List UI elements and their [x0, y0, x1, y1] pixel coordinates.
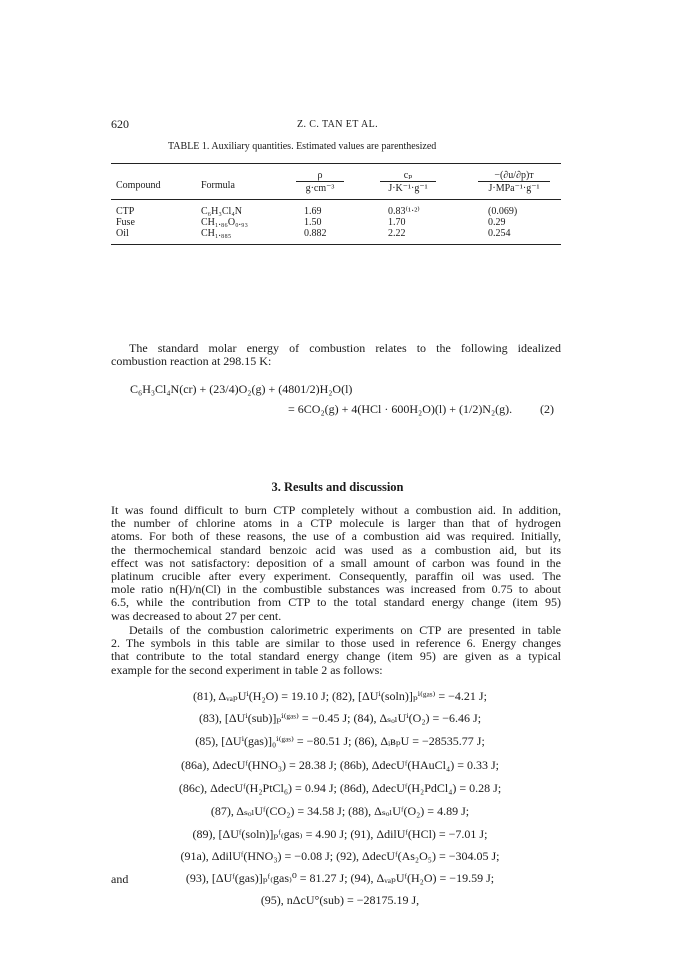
equation-row: (86a), ΔdecUᶠ(HNO₃) = 28.38 J; (86b), ΔdecUᶠ(HAuCl₄) = 0.33 J;: [181, 758, 499, 772]
reaction-line-2: = 6CO₂(g) + 4(HCl · 600H₂O)(l) + (1/2)N₂(g).: [288, 402, 513, 416]
cell-cp: 2.22: [388, 228, 406, 239]
cell-rho: 1.69: [304, 206, 322, 217]
section-title: 3. Results and discussion: [271, 480, 404, 494]
cell-formula: CH₁.₈₈₅: [201, 228, 232, 239]
header-du-symbol: −(∂u/∂p)ᴛ: [494, 170, 534, 181]
text-line: effect was not satisfactory: deposition of a small amount of carbon was found in the: [111, 555, 561, 570]
header-compound: Compound: [116, 180, 161, 191]
cell-du: (0.069): [488, 206, 518, 217]
header-rho-unit: g·cm⁻³: [296, 181, 344, 194]
cell-du: 0.29: [488, 217, 506, 228]
text-line: the number of chlorine atoms in a CTP molecule is larger than that of hydrogen: [111, 516, 561, 531]
equation-row: (85), [ΔUⁱ(gas)]₀ⁱ⁽ᵍᵃˢ⁾ = −80.51 J; (86), ΔᵢʙₚU = −28535.77 J;: [195, 734, 485, 748]
header-cp-symbol: cₚ: [403, 170, 413, 181]
text-line: combustion reaction at 298.15 K:: [111, 354, 272, 369]
text-line: It was found difficult to burn CTP completely without a combustion aid. In addition,: [111, 503, 561, 517]
table-caption: TABLE 1. Auxiliary quantities. Estimated values are parenthesized: [168, 141, 437, 152]
running-head: Z. C. TAN ET AL.: [296, 119, 379, 130]
header-rho: [296, 170, 344, 194]
cell-cp: 0.83⁽¹·²⁾: [388, 206, 420, 217]
reaction-line-1: C₆H₃Cl₄N(cr) + (23/4)O₂(g) + (4801/2)H₂O(l): [130, 382, 353, 396]
text-line: example for the second experiment in table 2 as follows:: [111, 662, 383, 677]
equation-row: (89), [ΔUᶠ(soln)]ₚᶠ₍gas₎ = 4.90 J; (91), ΔdilUᶠ(HCl) = −7.01 J;: [192, 827, 488, 841]
text-line: that contribute to the total standard energy change (item 95) are given as a typical: [111, 649, 561, 664]
text-line: platinum crucible after every experiment. Consequently, paraffin oil was used. The: [111, 569, 561, 584]
cell-formula: CH₁.₈₆O₀.₉₃: [201, 217, 249, 228]
equation-row: (93), [ΔUᶠ(gas)]ₚᶠ₍gas₎⁰ = 81.27 J; (94), ΔᵥₐₚUᶠ(H₂O) = −19.59 J;: [185, 871, 495, 885]
header-cp: [380, 170, 436, 194]
table-top-rule: [111, 163, 561, 164]
header-du: [478, 170, 550, 194]
text-line: was decreased to about 27 per cent.: [111, 608, 282, 623]
cell-du: 0.254: [488, 228, 511, 239]
header-du-unit: J·MPa⁻¹·g⁻¹: [478, 181, 550, 194]
header-cp-unit: J·K⁻¹·g⁻¹: [380, 181, 436, 194]
header-rho-symbol: ρ: [317, 170, 323, 181]
and-word: and: [111, 872, 129, 886]
cell-formula: C₆H₃Cl₄N: [201, 206, 243, 217]
equation-row: (86c), ΔdecUᶠ(H₂PtCl₆) = 0.94 J; (86d), ΔdecUᶠ(H₂PdCl₄) = 0.28 J;: [178, 781, 502, 795]
page-number: 620: [111, 117, 129, 131]
text-line: The standard molar energy of combustion relates to the following idealized: [129, 341, 561, 355]
intro-paragraph: [111, 342, 561, 368]
header-formula: Formula: [201, 180, 235, 191]
cell-rho: 0.882: [304, 228, 327, 239]
text-line: mole ratio n(H)/n(Cl) in the combustible substances was increased from 0.75 to about: [111, 582, 561, 597]
equation-row: (81), ΔᵥₐₚUⁱ(H₂O) = 19.10 J; (82), [ΔUⁱ(soln)]ₚⁱ⁽ᵍᵃˢ⁾ = −4.21 J;: [193, 689, 487, 703]
final-equation: (95), nΔcU°(sub) = −28175.19 J,: [260, 893, 420, 907]
results-paragraph-2: [111, 624, 561, 677]
text-line: 6.5, while the contribution from CTP to the total standard energy change (item 95): [111, 595, 561, 610]
equation-row: (83), [ΔUⁱ(sub)]ₚⁱ⁽ᵍᵃˢ⁾ = −0.45 J; (84), ΔₛₒₗUⁱ(O₂) = −6.46 J;: [198, 711, 482, 725]
cell-compound: CTP: [116, 206, 135, 217]
results-paragraph-1: [111, 504, 561, 623]
cell-compound: Fuse: [116, 217, 135, 228]
cell-compound: Oil: [116, 228, 129, 239]
table-header-rule: [111, 199, 561, 200]
text-line: atoms. For both of these reasons, the use of a combustion aid was required. Initially,: [111, 529, 561, 544]
text-line: 2. The symbols in this table are similar to those used in reference 6. Energy changes: [111, 636, 561, 651]
reaction-number: (2): [540, 402, 554, 416]
text-line: the thermochemical standard benzoic acid was used as a combustion aid, but its: [111, 542, 561, 557]
cell-rho: 1.50: [304, 217, 322, 228]
text-line: Details of the combustion calorimetric experiments on CTP are presented in table: [129, 623, 561, 637]
equation-row: (91a), ΔdilUᶠ(HNO₃) = −0.08 J; (92), ΔdecUᶠ(As₂O₅) = −304.05 J;: [180, 849, 500, 863]
equation-row: (87), ΔₛₒₗUᶠ(CO₂) = 34.58 J; (88), ΔₛₒₗUᶠ(O₂) = 4.89 J;: [210, 804, 470, 818]
table-bottom-rule: [111, 244, 561, 245]
cell-cp: 1.70: [388, 217, 406, 228]
